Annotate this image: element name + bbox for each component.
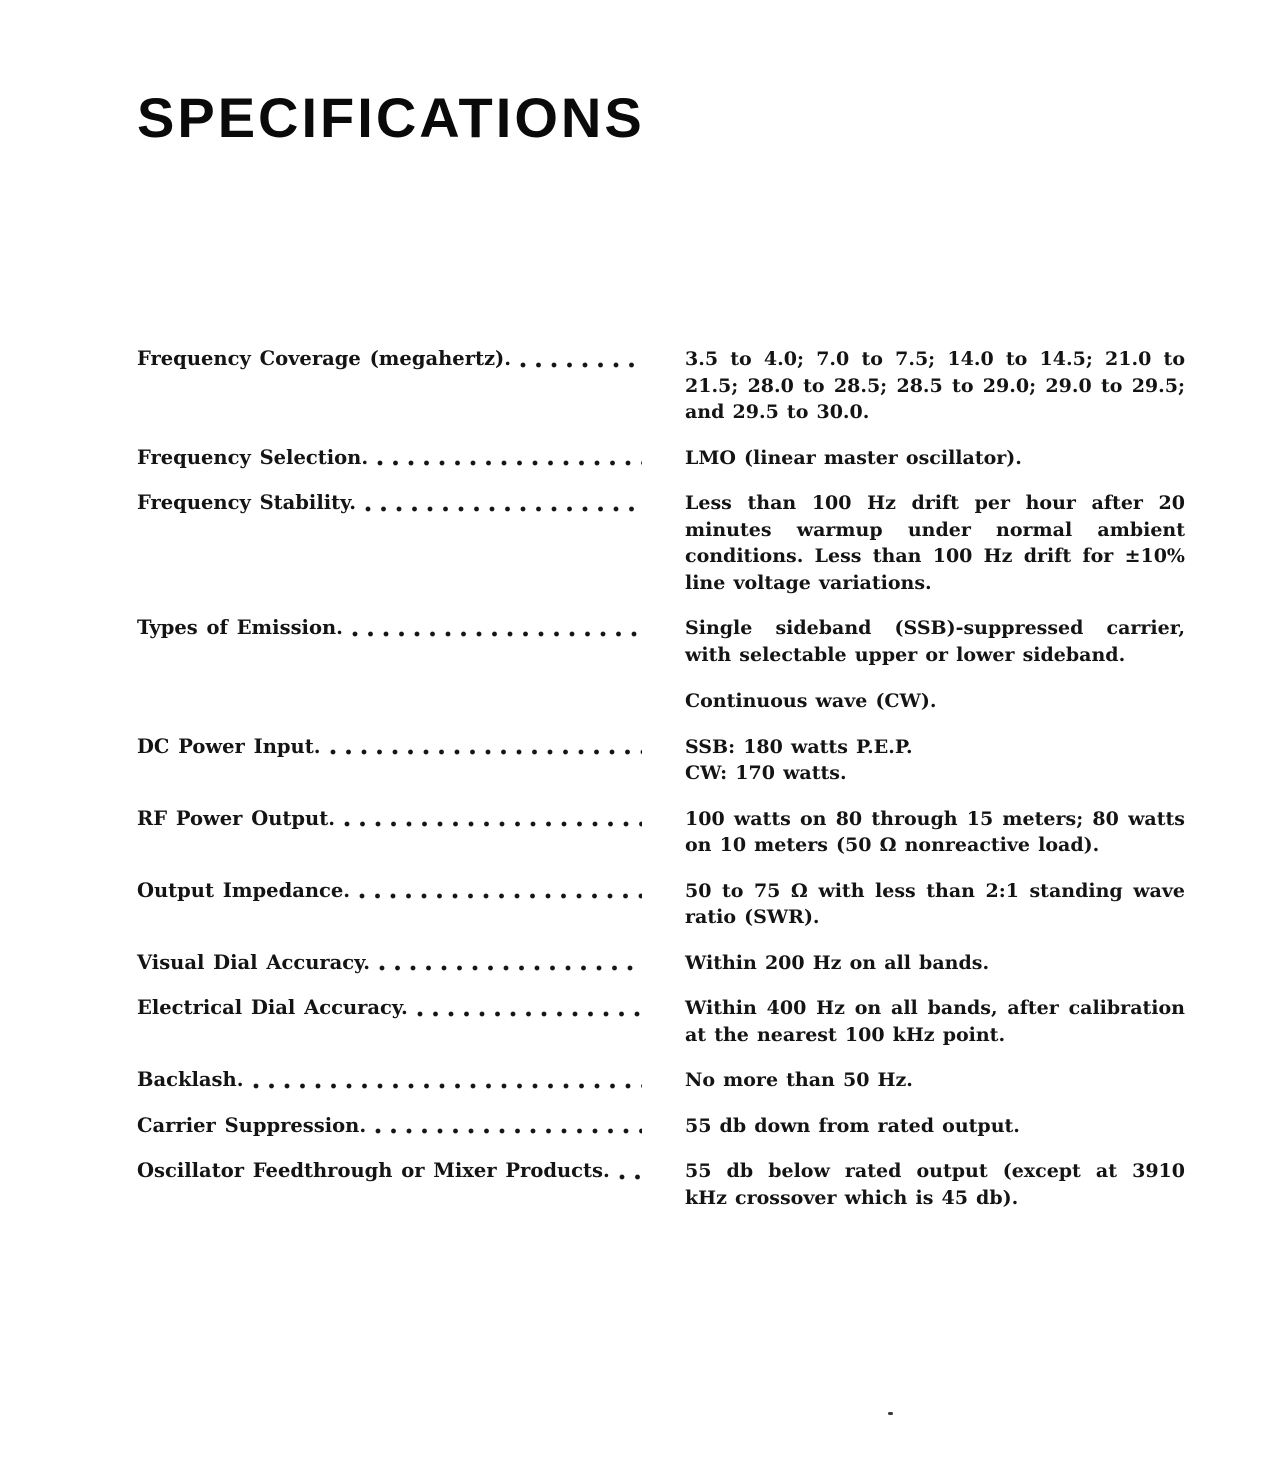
- spec-label-text: Frequency Stability.: [137, 491, 357, 514]
- spec-value: [685, 995, 1185, 1048]
- spec-value-paragraph: No more than 50 Hz.: [685, 1069, 913, 1091]
- spec-value: [685, 1158, 1185, 1211]
- spec-label: [137, 806, 642, 833]
- spec-row-8: [137, 995, 1185, 1048]
- spec-label-text: Carrier Suppression.: [137, 1113, 367, 1137]
- spec-value: [685, 1067, 1185, 1094]
- spec-label: [137, 445, 642, 472]
- spec-label: [137, 995, 642, 1022]
- dot-leader: [244, 1067, 643, 1094]
- spec-row-9: [137, 1067, 1185, 1094]
- spec-value: [685, 878, 1185, 931]
- spec-value-paragraph: 3.5 to 4.0; 7.0 to 7.5; 14.0 to 14.5; 21.0 to 21.5; 28.0 to 28.5; 28.5 to 29.0; 29.0 to 29.5; and 29.5 to 30.0.: [685, 348, 1185, 423]
- spec-value-paragraph: Continuous wave (CW).: [685, 690, 937, 712]
- spec-label: [137, 1067, 642, 1094]
- dot-leader: [356, 490, 642, 517]
- spec-value-paragraph: Single sideband (SSB)-suppressed carrier, with selectable upper or lower sideband.: [685, 617, 1185, 666]
- spec-value-paragraph: 100 watts on 80 through 15 meters; 80 watts on 10 meters (50 Ω nonreactive load).: [685, 807, 1185, 856]
- dot-leader: [511, 346, 642, 373]
- spec-row-2: [137, 490, 1185, 596]
- spec-row-1: [137, 445, 1185, 472]
- spec-value-paragraph: SSB: 180 watts P.E.P. CW: 170 watts.: [685, 735, 913, 784]
- page-title: SPECIFICATIONS: [137, 86, 645, 149]
- spec-label: [137, 734, 642, 761]
- spec-value: [685, 734, 1185, 787]
- spec-value: [685, 950, 1185, 977]
- ink-speck-artifact: [888, 1412, 893, 1415]
- spec-value: [685, 490, 1185, 596]
- spec-label: [137, 346, 642, 373]
- spec-row-10: [137, 1113, 1185, 1140]
- spec-value-paragraph: 55 db below rated output (except at 3910 kHz crossover which is 45 db).: [685, 1160, 1185, 1209]
- spec-value-paragraph: Within 200 Hz on all bands.: [685, 951, 990, 974]
- spec-label-text: RF Power Output.: [137, 806, 336, 830]
- spec-label-text: Frequency Coverage (megahertz).: [137, 347, 512, 370]
- spec-label: [137, 615, 642, 642]
- dot-leader: [343, 615, 642, 642]
- spec-row-5: [137, 806, 1185, 859]
- spec-row-0: [137, 346, 1185, 426]
- spec-label-text: Frequency Selection.: [137, 445, 369, 469]
- spec-value-paragraph: 50 to 75 Ω with less than 2:1 standing wave ratio (SWR).: [685, 879, 1185, 928]
- dot-leader: [368, 445, 642, 472]
- spec-value: [685, 615, 1185, 715]
- spec-label-text: Types of Emission.: [137, 616, 343, 639]
- dot-leader: [408, 995, 642, 1022]
- spec-value: [685, 1113, 1185, 1140]
- spec-label-text: Oscillator Feedthrough or Mixer Products.: [137, 1159, 610, 1182]
- spec-value: [685, 806, 1185, 859]
- spec-label-text: Electrical Dial Accuracy.: [137, 996, 408, 1019]
- spec-label: [137, 1113, 642, 1140]
- spec-value-paragraph: 55 db down from rated output.: [685, 1114, 1020, 1137]
- spec-label-text: Visual Dial Accuracy.: [137, 950, 371, 974]
- spec-label: [137, 490, 642, 517]
- specifications-table: [137, 346, 1185, 1211]
- dot-leader: [370, 950, 642, 977]
- spec-label: [137, 1158, 642, 1185]
- spec-value: [685, 346, 1185, 426]
- spec-value-paragraph: Within 400 Hz on all bands, after calibration at the nearest 100 kHz point.: [685, 997, 1185, 1046]
- dot-leader: [321, 734, 642, 761]
- spec-row-6: [137, 878, 1185, 931]
- spec-row-7: [137, 950, 1185, 977]
- spec-label-text: Backlash.: [137, 1068, 244, 1091]
- spec-value-paragraph: LMO (linear master oscillator).: [685, 446, 1022, 469]
- spec-label-text: DC Power Input.: [137, 734, 321, 758]
- dot-leader: [350, 878, 642, 905]
- dot-leader: [366, 1113, 642, 1140]
- spec-value: [685, 445, 1185, 472]
- spec-label: [137, 878, 642, 905]
- spec-value-paragraph: Less than 100 Hz drift per hour after 20 minutes warmup under normal ambient conditions. Less than 100 Hz drift for ±10% line voltage variations.: [685, 492, 1185, 594]
- spec-row-11: [137, 1158, 1185, 1211]
- dot-leader: [610, 1158, 642, 1185]
- spec-label: [137, 950, 642, 977]
- spec-row-4: [137, 734, 1185, 787]
- dot-leader: [335, 806, 642, 833]
- spec-row-3: [137, 615, 1185, 715]
- spec-label-text: Output Impedance.: [137, 878, 351, 902]
